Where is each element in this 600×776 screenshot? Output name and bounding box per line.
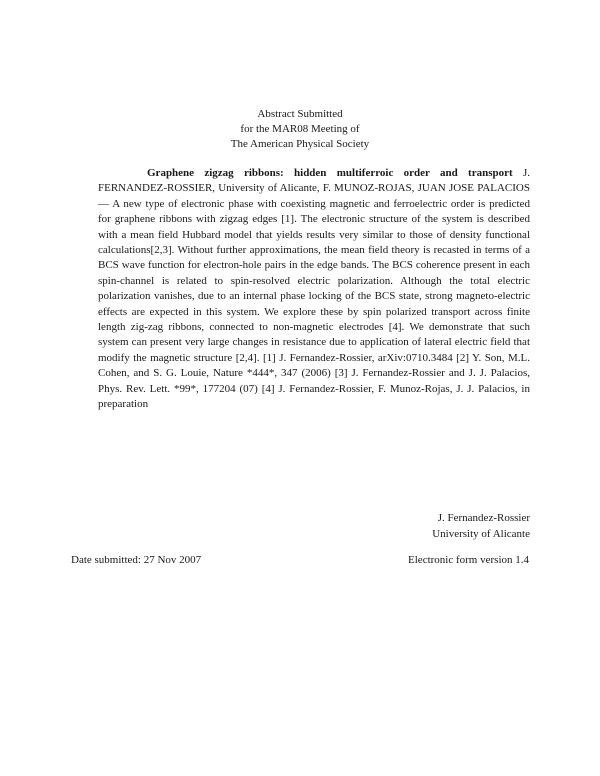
abstract-authors: J. FERNANDEZ-ROSSIER, University of Alicante, F. MUNOZ-ROJAS, JUAN JOSE PALACIOS	[98, 167, 530, 195]
signature-name: J. Fernandez-Rossier	[437, 512, 530, 524]
header-line-abstract-submitted: Abstract Submitted	[257, 108, 343, 120]
signature-block	[330, 510, 530, 542]
abstract-body: — A new type of electronic phase with coexisting magnetic and ferroelectric order is predicted for graphene ribbons with zigzag edges [1]. The electronic structure of the system is described with a mean field Hubbard model that yields results very similar to those of density functional calculations[2,3]. Without further approximations, the mean field theory is recasted in terms of a BCS wave function for electron-hole pairs in the edge bands. The BCS coherence present in each spin-channel is related to spin-resolved electric polarization. Although the total electric polarization vanishes, due to an internal phase locking of the BCS state, strong magneto-electric effects are expected in this system. We explore these by spin polarized transport across finite length zig-zag ribbons, connected to non-magnetic electrodes [4]. We demonstrate that such system can present very large changes in resistance due to application of lateral electric field that modify the magnetic structure [2,4]. [1] J. Fernandez-Rossier, arXiv:0710.3484 [2] Y. Son, M.L. Cohen, and S. G. Louie, Nature *444*, 347 (2006) [3] J. Fernandez-Rossier and J. J. Palacios, Phys. Rev. Lett. *99*, 177204 (07) [4] J. Fernandez-Rossier, F. Munoz-Rojas, J. J. Palacios, in preparation	[98, 197, 530, 411]
header-line-society: The American Physical Society	[230, 138, 370, 150]
abstract-paragraph	[98, 166, 530, 413]
header-line-meeting: for the MAR08 Meeting of	[240, 123, 360, 135]
abstract-title: Graphene zigzag ribbons: hidden multiferroic order and transport	[147, 167, 513, 179]
signature-affiliation: University of Alicante	[432, 528, 530, 540]
submission-header	[0, 107, 600, 152]
date-submitted: Date submitted: 27 Nov 2007	[71, 554, 202, 566]
form-version: Electronic form version 1.4	[408, 554, 529, 566]
